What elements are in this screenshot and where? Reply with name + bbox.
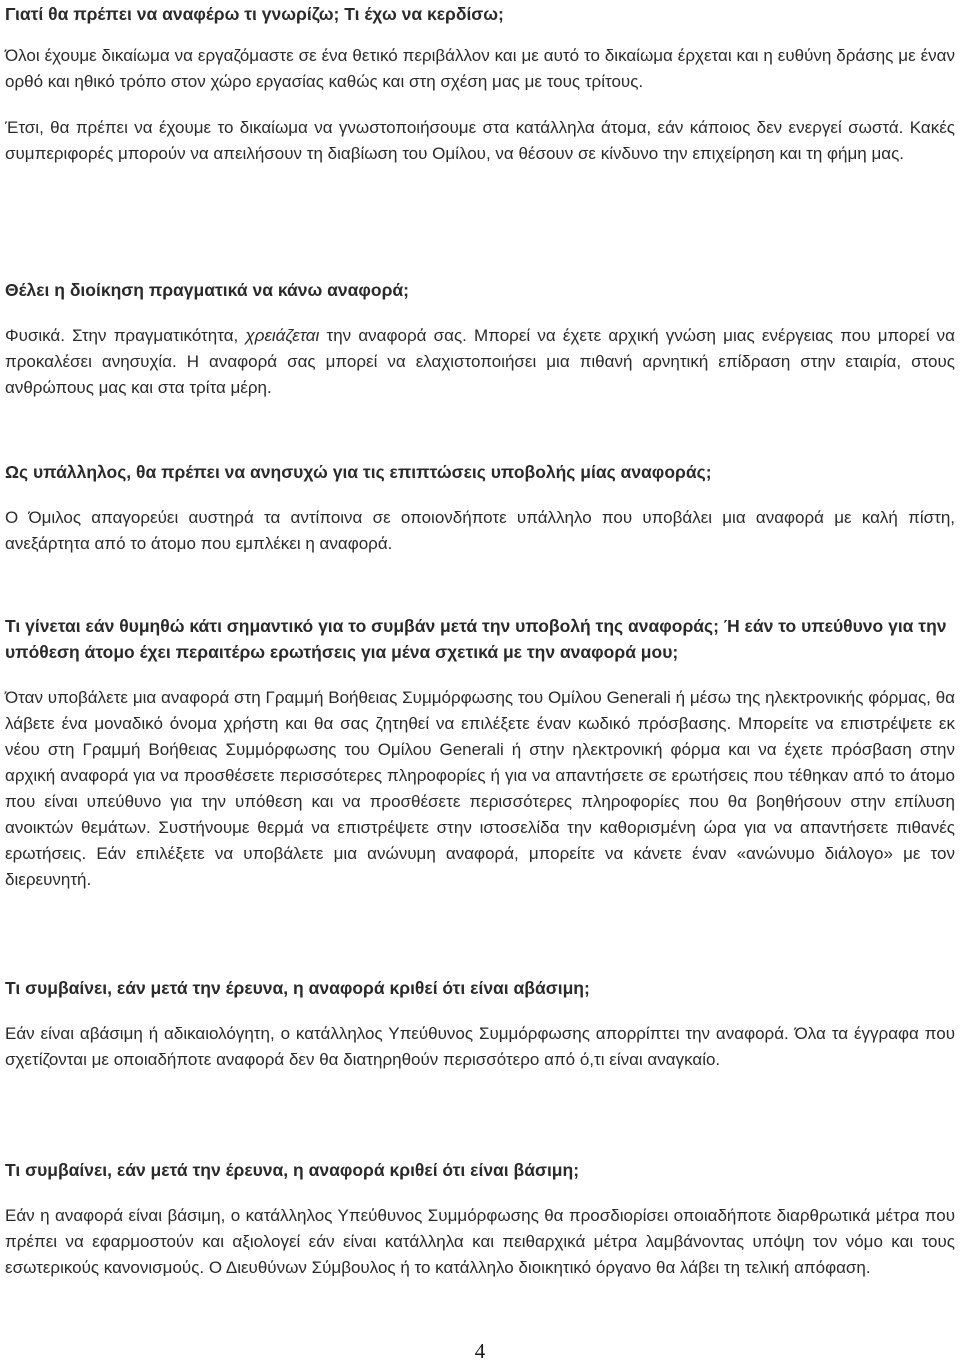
- section-heading: Ως υπάλληλος, θα πρέπει να ανησυχώ για τις επιπτώσεις υποβολής μίας αναφοράς;: [5, 462, 712, 482]
- section-heading: Θέλει η διοίκηση πραγματικά να κάνω αναφορά;: [5, 280, 410, 300]
- paragraph: Έτσι, θα πρέπει να έχουμε το δικαίωμα να γνωστοποιήσουμε στα κατάλληλα άτομα, εάν κάποιος δεν ενεργεί σωστά. Κακές συμπεριφορές μπορούν να απειλήσουν τη διαβίωση του Ομίλου, να θέσουν σε κίνδυνο την επιχείρηση και τη φήμη μας.: [5, 118, 955, 163]
- section-after-submission: [5, 613, 955, 893]
- paragraph-text: την αναφορά σας. Μπορεί να έχετε αρχική γνώση μιας ενέργειας που μπορεί να προκαλέσει ανησυχία. Η αναφορά σας μπορεί να ελαχιστοποιήσει μια πιθανή αρνητική επίδραση στην εταιρία, στους ανθρώπους μας και στα τρίτα μέρη.: [5, 326, 955, 397]
- paragraph-text: Φυσικά. Στην πραγματικότητα,: [5, 326, 246, 345]
- page-number: 4: [474, 1339, 486, 1363]
- paragraph: Εάν η αναφορά είναι βάσιμη, ο κατάλληλος Υπεύθυνος Συμμόρφωσης θα προσδιορίσει οποιαδήποτε διαρθρωτικά μέτρα που πρέπει να εφαρμοστούν και αξιολογεί εάν είναι κατάλληλα και πειθαρχικά μέτρα λαμβάνοντας υπόψη τον νόμο και τους εσωτερικούς κανονισμούς. Ο Διευθύνων Σύμβουλος ή το κατάλληλο διοικητικό όργανο θα λάβει τη τελική απόφαση.: [5, 1206, 955, 1277]
- section-heading: Τι γίνεται εάν θυμηθώ κάτι σημαντικό για το συμβάν μετά την υποβολή της αναφοράς; Ή εάν το υπεύθυνο για την υπόθεση άτομο έχει περαιτέρω ερωτήσεις για μένα σχετικά με την αναφορά μου;: [5, 616, 947, 662]
- section-heading: Τι συμβαίνει, εάν μετά την έρευνα, η αναφορά κριθεί ότι είναι βάσιμη;: [5, 1160, 580, 1180]
- section-unfounded-report: [5, 975, 955, 1073]
- paragraph: [5, 323, 955, 401]
- section-why-report: [5, 1, 955, 167]
- emphasis-text: χρειάζεται: [245, 326, 320, 345]
- section-management-wants-report: [5, 277, 955, 401]
- section-employee-concerns: [5, 459, 955, 557]
- paragraph: Ο Όμιλος απαγορεύει αυστηρά τα αντίποινα σε οποιονδήποτε υπάλληλο που υποβάλει μια αναφορά με καλή πίστη, ανεξάρτητα από το άτομο που εμπλέκει η αναφορά.: [5, 508, 955, 553]
- section-heading: Τι συμβαίνει, εάν μετά την έρευνα, η αναφορά κριθεί ότι είναι αβάσιμη;: [5, 978, 590, 998]
- section-heading: Γιατί θα πρέπει να αναφέρω τι γνωρίζω; Τι έχω να κερδίσω;: [5, 4, 504, 24]
- paragraph: Όταν υποβάλετε μια αναφορά στη Γραμμή Βοήθειας Συμμόρφωσης του Ομίλου Generali ή μέσω της ηλεκτρονικής φόρμας, θα λάβετε ένα μοναδικό όνομα χρήστη και θα σας ζητηθεί να επιλέξετε έναν κωδικό πρόσβασης. Μπορείτε να επιστρέψετε εκ νέου στη Γραμμή Βοήθειας Συμμόρφωσης του Ομίλου Generali ή στην ηλεκτρονική φόρμα και να έχετε πρόσβαση στην αρχική αναφορά για να προσθέσετε περισσότερες πληροφορίες ή για να απαντήσετε σε ερωτήσεις που τέθηκαν από το άτομο που είναι υπεύθυνο για την υπόθεση και να προσθέσετε περισσότερες πληροφορίες που θα βοηθήσουν στην επίλυση ανοικτών θεμάτων. Συστήνουμε θερμά να επιστρέψετε στην ιστοσελίδα την καθορισμένη ώρα για να απαντήσετε πιθανές ερωτήσεις. Εάν επιλέξετε να υποβάλετε μια ανώνυμη αναφορά, μπορείτε να κάνετε έναν «ανώνυμο διάλογο» με τον διερευνητή.: [5, 688, 955, 889]
- paragraph: Όλοι έχουμε δικαίωμα να εργαζόμαστε σε ένα θετικό περιβάλλον και με αυτό το δικαίωμα έρχεται και η ευθύνη δράσης με έναν ορθό και ηθικό τρόπο στον χώρο εργασίας καθώς και στη σχέση μας με τους τρίτους.: [5, 46, 955, 91]
- section-founded-report: [5, 1157, 955, 1281]
- paragraph: Εάν είναι αβάσιμη ή αδικαιολόγητη, ο κατάλληλος Υπεύθυνος Συμμόρφωσης απορρίπτει την αναφορά. Όλα τα έγγραφα που σχετίζονται με οποιαδήποτε αναφορά δεν θα διατηρηθούν περισσότερο από ό,τι είναι αναγκαίο.: [5, 1024, 955, 1069]
